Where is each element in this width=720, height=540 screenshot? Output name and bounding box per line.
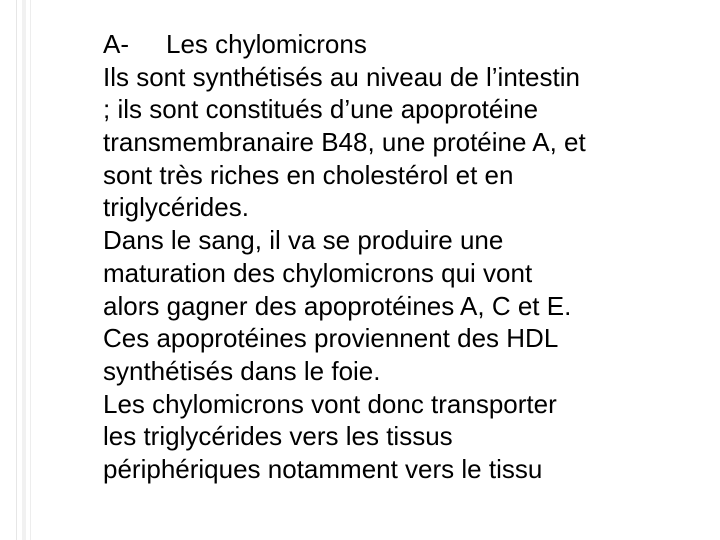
paragraph-line: Les chylomicrons vont donc transporter: [103, 388, 557, 419]
decorative-side-bar: [16, 0, 32, 540]
section-title: Les chylomicrons: [166, 29, 367, 59]
paragraph-line: Ces apoprotéines proviennent des HDL: [103, 323, 559, 354]
paragraph-line: triglycérides.: [103, 192, 249, 223]
side-bar-stripe: [30, 0, 31, 540]
paragraph-line: synthétisés dans le foie.: [103, 355, 381, 386]
paragraph-line: les triglycérides vers les tissus: [103, 421, 453, 452]
paragraph-line: ; ils sont constitués d’une apoprotéine: [103, 94, 539, 125]
slide-text-block: [103, 28, 703, 486]
paragraph-line: périphériques notamment vers le tissu: [103, 453, 543, 484]
paragraph-line: Dans le sang, il va se produire une: [103, 225, 504, 256]
paragraph-line: transmembranaire B48, une protéine A, et: [103, 127, 586, 158]
side-bar-stripe: [22, 0, 26, 540]
section-heading: [103, 28, 703, 61]
paragraph-line: sont très riches en cholestérol et en: [103, 159, 514, 190]
paragraph-line: alors gagner des apoprotéines A, C et E.: [103, 290, 572, 321]
paragraph-line: maturation des chylomicrons qui vont: [103, 257, 533, 288]
section-marker: A-: [103, 29, 129, 59]
paragraph-line: Ils sont synthétisés au niveau de l’intestin: [103, 61, 580, 92]
side-bar-stripe: [16, 0, 17, 540]
